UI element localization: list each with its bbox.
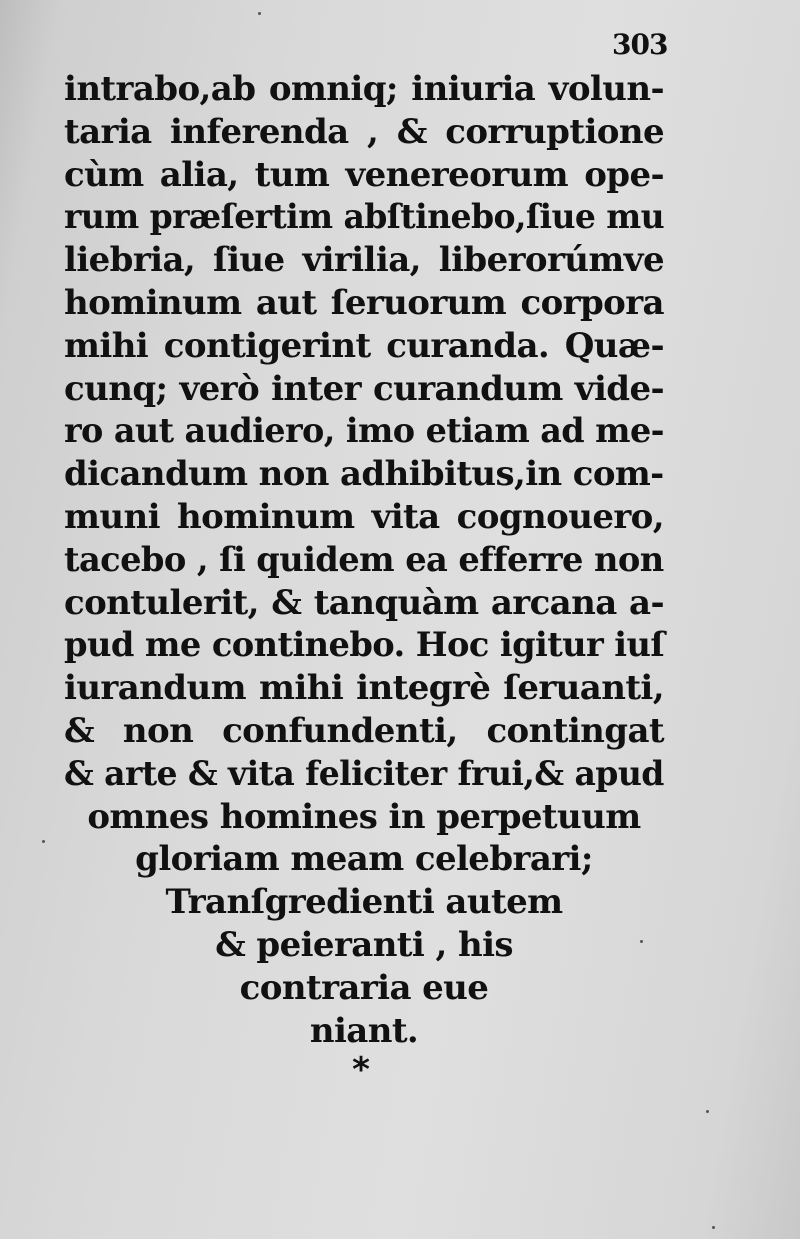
text-line: muni hominum vita cognouero, [64, 496, 664, 537]
text-line: mihi contigerint curanda. Quæ- [64, 325, 664, 366]
text-line: tacebo , ſi quidem ea efferre non [64, 539, 664, 580]
text-line: rum præſertim abſtinebo,ſiue mu [64, 197, 665, 238]
paper-speck [42, 840, 45, 843]
text-line: taria inferenda , & corruptione [64, 111, 664, 152]
text-line: & peieranti , his [215, 924, 513, 965]
paper-speck [706, 1110, 709, 1113]
paper-speck [258, 12, 261, 15]
text-line: intrabo,ab omniq; iniuria volun- [64, 69, 664, 109]
text-line: pud me continebo. Hoc igitur iuſ [64, 625, 665, 666]
text-line: iurandum mihi integrè ſeruanti, [64, 668, 664, 709]
text-line: liebria, ſiue virilia, liberorúmve [64, 240, 664, 281]
paper-speck [640, 940, 643, 943]
text-line: cunq; verò inter curandum vide- [64, 368, 664, 409]
body-text [64, 68, 664, 1052]
text-line: cùm alia, tum venereorum ope- [64, 154, 664, 195]
text-line: Tranſgredienti autem [165, 882, 563, 923]
text-line: hominum aut ſeruorum corpora [64, 282, 664, 323]
text-line: dicandum non adhibitus,in com- [64, 454, 664, 495]
text-line: contulerit, & tanquàm arcana a- [64, 582, 664, 623]
text-line: omnes homines in perpetuum [87, 796, 641, 837]
text-line: & arte & vita feliciter frui,& apud [64, 753, 664, 794]
paper-speck [712, 1226, 715, 1229]
text-line: ro aut audiero, imo etiam ad me- [64, 411, 664, 452]
text-line: contraria eue [239, 967, 489, 1008]
text-line: & non confundenti, contingat [64, 710, 664, 751]
asterisk-ornament: * [352, 1050, 370, 1090]
text-line: gloriam meam celebrari; [135, 839, 593, 880]
text-line: niant. [309, 1010, 419, 1051]
page-number: 303 [612, 28, 668, 61]
